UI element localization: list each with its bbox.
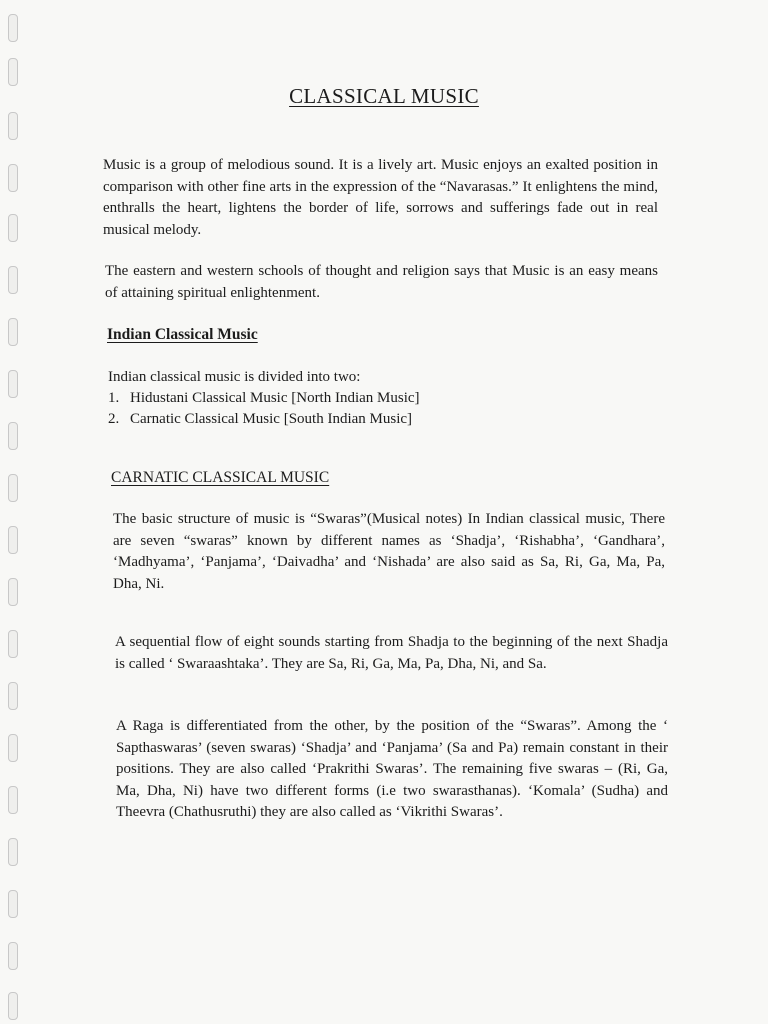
punch-hole-icon bbox=[8, 58, 18, 86]
punch-hole-icon bbox=[8, 682, 18, 710]
punch-hole-icon bbox=[8, 474, 18, 502]
punch-hole-icon bbox=[8, 370, 18, 398]
indian-lead-text: Indian classical music is divided into two: bbox=[108, 369, 361, 385]
punch-hole-icon bbox=[8, 14, 18, 42]
intro-paragraph-1: Music is a group of melodious sound. It is a lively art. Music enjoys an exalted position in comparison with other fine arts in the expression of the “Navarasas.” It enlightens the mind, enthralls the heart, lightens the border of life, sorrows and sufferings fade out in real musical melody. bbox=[103, 157, 658, 238]
punch-hole-icon bbox=[8, 164, 18, 192]
punch-hole-icon bbox=[8, 578, 18, 606]
intro-paragraph-2: The eastern and western schools of thought and religion says that Music is an easy means of attaining spiritual enlightenment. bbox=[105, 263, 658, 301]
punch-hole-icon bbox=[8, 112, 18, 140]
punch-hole-icon bbox=[8, 786, 18, 814]
punch-hole-icon bbox=[8, 214, 18, 242]
punch-hole-icon bbox=[8, 526, 18, 554]
carnatic-paragraph-1: The basic structure of music is “Swaras”(Musical notes) In Indian classical music, There are seven “swaras” known by different names as ‘Shadja’, ‘Rishabha’, ‘Gandhara’, ‘Madhyama’, ‘Panjama’, ‘Daivadha’ and ‘Nishada’ are also said as Sa, Ri, Ga, Ma, Pa, Dha, Ni. bbox=[113, 511, 665, 592]
punch-hole-icon bbox=[8, 890, 18, 918]
punch-hole-icon bbox=[8, 942, 18, 970]
carnatic-paragraph-3: A Raga is differentiated from the other, by the position of the “Swaras”. Among the ‘ Sapthaswaras’ (seven swaras) ‘Shadja’ and ‘Panjama’ (Sa and Pa) remain constant in their positions. They are also called ‘Prakrithi Swaras’. The remaining five swaras – (Ri, Ga, Ma, Dha, Ni) have two different forms (i.e two swarasthanas). ‘Komala’ (Sudha) and Theevra (Chathusruthi) they are also called as ‘Vikrithi Swaras’. bbox=[116, 718, 668, 820]
section-heading-carnatic: CARNATIC CLASSICAL MUSIC bbox=[111, 469, 330, 486]
punch-hole-icon bbox=[8, 422, 18, 450]
list-item: 2. Carnatic Classical Music [South Indian Music] bbox=[108, 411, 413, 427]
page-title: CLASSICAL MUSIC bbox=[289, 84, 479, 108]
punch-hole-icon bbox=[8, 266, 18, 294]
section-heading-indian: Indian Classical Music bbox=[107, 326, 258, 343]
punch-hole-icon bbox=[8, 318, 18, 346]
list-item: 1. Hidustani Classical Music [North Indian Music] bbox=[108, 390, 420, 406]
binder-margin bbox=[0, 0, 40, 1024]
punch-hole-icon bbox=[8, 630, 18, 658]
punch-hole-icon bbox=[8, 838, 18, 866]
indian-music-list bbox=[108, 388, 420, 430]
punch-hole-icon bbox=[8, 734, 18, 762]
carnatic-paragraph-2: A sequential flow of eight sounds starting from Shadja to the beginning of the next Shadja is called ‘ Swaraashtaka’. They are Sa, Ri, Ga, Ma, Pa, Dha, Ni, and Sa. bbox=[115, 634, 668, 672]
punch-hole-icon bbox=[8, 992, 18, 1020]
